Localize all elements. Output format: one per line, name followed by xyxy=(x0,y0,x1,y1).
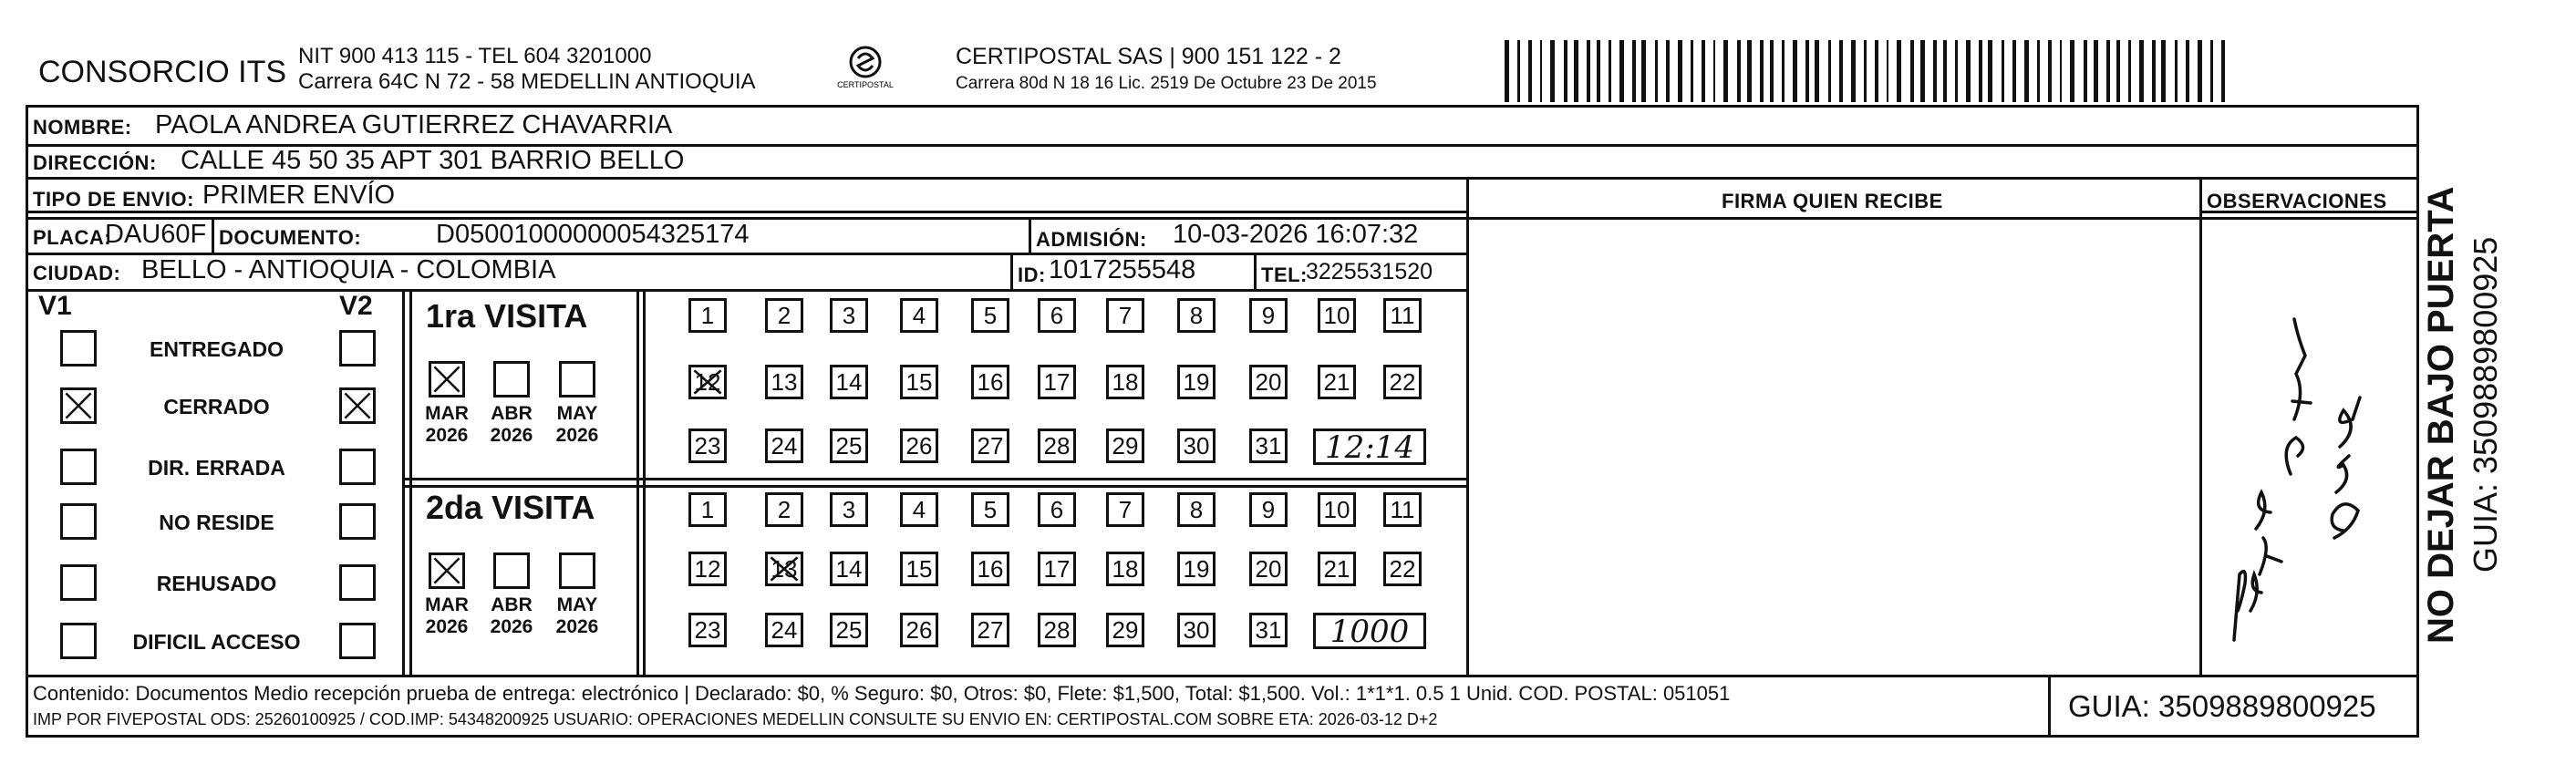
svg-text:CERTIPOSTAL: CERTIPOSTAL xyxy=(837,80,894,89)
day-box[interactable] xyxy=(1318,492,1356,527)
day-number: 21 xyxy=(1323,368,1350,396)
day-box[interactable] xyxy=(971,428,1009,463)
status-v2-checkbox[interactable] xyxy=(339,330,376,367)
day-box[interactable] xyxy=(1177,365,1216,399)
month-label: MAY 2026 xyxy=(555,403,599,447)
day-box[interactable] xyxy=(1318,365,1356,399)
ciudad-value: BELLO - ANTIOQUIA - COLOMBIA xyxy=(141,255,556,284)
day-box[interactable] xyxy=(900,613,938,647)
visit1-title: 1ra VISITA xyxy=(426,297,588,335)
status-v1-checkbox[interactable] xyxy=(60,564,97,601)
day-number: 4 xyxy=(912,302,926,329)
day-box[interactable] xyxy=(1249,365,1288,399)
day-number: 29 xyxy=(1112,432,1139,459)
day-number: 18 xyxy=(1112,555,1139,583)
month-label: ABR 2026 xyxy=(490,403,533,447)
tipo-value: PRIMER ENVÍO xyxy=(202,181,396,210)
status-label: NO RESIDE xyxy=(159,511,274,534)
day-box[interactable] xyxy=(900,365,938,399)
day-number: 31 xyxy=(1255,616,1282,644)
day-number: 23 xyxy=(694,616,721,644)
side-warning: NO DEJAR BAJO PUERTA xyxy=(2421,186,2461,644)
day-box[interactable] xyxy=(830,428,868,463)
month-checkbox[interactable] xyxy=(493,552,530,589)
month-checkbox[interactable] xyxy=(493,361,530,397)
month-label: MAR 2026 xyxy=(425,403,469,447)
month-checkbox[interactable] xyxy=(559,361,595,397)
month-label: MAR 2026 xyxy=(425,594,469,638)
day-box[interactable] xyxy=(900,428,938,463)
status-v2-checkbox[interactable] xyxy=(339,449,376,485)
barcode xyxy=(1505,40,2234,102)
day-number: 17 xyxy=(1043,368,1071,396)
day-number: 14 xyxy=(835,555,863,583)
day-number: 8 xyxy=(1189,496,1204,523)
day-box[interactable] xyxy=(1038,365,1076,399)
day-number: 14 xyxy=(835,368,863,396)
day-number: 12 xyxy=(694,368,721,396)
day-number: 3 xyxy=(842,496,856,523)
day-box[interactable] xyxy=(1106,428,1144,463)
day-number: 17 xyxy=(1043,555,1071,583)
day-box[interactable] xyxy=(688,492,727,527)
nombre-label: NOMBRE: xyxy=(33,116,132,139)
direccion-value: CALLE 45 50 35 APT 301 BARRIO BELLO xyxy=(181,146,685,175)
documento-value: D05001000000054325174 xyxy=(436,220,750,249)
month-checkbox[interactable] xyxy=(559,552,595,589)
day-number: 6 xyxy=(1050,302,1064,329)
day-box[interactable] xyxy=(1177,492,1216,527)
tipo-label: TIPO DE ENVIO: xyxy=(33,188,194,211)
day-number: 15 xyxy=(905,368,933,396)
visit2-title: 2da VISITA xyxy=(426,489,595,526)
day-number: 7 xyxy=(1118,302,1133,329)
day-box[interactable] xyxy=(765,552,803,586)
day-box[interactable] xyxy=(1383,298,1422,333)
day-box[interactable] xyxy=(971,552,1009,586)
status-v2-checkbox[interactable] xyxy=(339,623,376,659)
month-label: MAY 2026 xyxy=(555,594,599,638)
tel-label: TEL: xyxy=(1261,263,1308,286)
courier-address: Carrera 80d N 18 16 Lic. 2519 De Octubre 23 De 2015 xyxy=(956,74,1377,93)
day-box[interactable] xyxy=(765,613,803,647)
footer-guia: GUIA: 3509889800925 xyxy=(2068,689,2376,723)
day-box[interactable] xyxy=(1177,613,1216,647)
day-number: 23 xyxy=(694,432,721,459)
day-box[interactable] xyxy=(1318,298,1356,333)
footer-contenido: Contenido: Documentos Medio recepción prueba de entrega: electrónico | Declarado: $0, % Seguro: $0, Otros: $0, Flete: $1,500, Total: $1,500. Vol.: 1*1*1. 0.5 1 Unid. COD. POSTAL: 051051 xyxy=(33,682,1731,705)
status-v1-checkbox[interactable] xyxy=(60,449,97,485)
status-v1-checkbox[interactable] xyxy=(60,330,97,367)
day-box[interactable] xyxy=(765,492,803,527)
courier-name: CERTIPOSTAL SAS | 900 151 122 - 2 xyxy=(956,44,1341,69)
day-box[interactable] xyxy=(1106,492,1144,527)
day-number: 9 xyxy=(1261,302,1276,329)
day-number: 15 xyxy=(905,555,933,583)
day-number: 24 xyxy=(771,432,798,459)
status-label: DIFICIL ACCESO xyxy=(132,630,301,654)
status-label: REHUSADO xyxy=(156,572,277,595)
day-number: 1 xyxy=(700,302,715,329)
v2-label: V2 xyxy=(339,291,373,321)
month-label: ABR 2026 xyxy=(490,594,533,638)
day-number: 11 xyxy=(1390,496,1415,523)
day-box[interactable] xyxy=(830,492,868,527)
handwritten-x-mark xyxy=(768,554,801,583)
day-number: 22 xyxy=(1389,555,1416,583)
documento-label: DOCUMENTO: xyxy=(219,226,362,249)
day-box[interactable] xyxy=(1038,298,1076,333)
day-box[interactable] xyxy=(1106,365,1144,399)
day-number: 4 xyxy=(912,496,926,523)
status-v1-checkbox[interactable] xyxy=(60,623,97,659)
day-box[interactable] xyxy=(688,428,727,463)
status-v2-checkbox[interactable] xyxy=(339,503,376,540)
day-number: 24 xyxy=(771,616,798,644)
day-number: 9 xyxy=(1261,496,1276,523)
handwritten-x-mark xyxy=(63,390,94,421)
placa-value: DAU60F xyxy=(105,220,207,249)
day-number: 12 xyxy=(694,555,721,583)
status-label: ENTREGADO xyxy=(150,337,284,361)
day-number: 21 xyxy=(1323,555,1350,583)
status-label: DIR. ERRADA xyxy=(148,456,285,480)
day-box[interactable] xyxy=(1249,428,1288,463)
day-box[interactable] xyxy=(1038,613,1076,647)
day-number: 30 xyxy=(1183,616,1210,644)
day-box[interactable] xyxy=(1249,552,1288,586)
handwritten-x-mark xyxy=(342,390,373,421)
day-box[interactable] xyxy=(971,492,1009,527)
day-box[interactable] xyxy=(1106,613,1144,647)
handwritten-x-mark xyxy=(431,364,462,395)
day-box[interactable] xyxy=(1249,492,1288,527)
day-box[interactable] xyxy=(1038,552,1076,586)
day-number: 5 xyxy=(983,496,998,523)
company-name: CONSORCIO ITS xyxy=(38,55,287,89)
day-box[interactable] xyxy=(688,613,727,647)
id-value: 1017255548 xyxy=(1049,255,1196,284)
day-number: 3 xyxy=(842,302,856,329)
ciudad-label: CIUDAD: xyxy=(33,262,121,284)
day-box[interactable] xyxy=(900,492,938,527)
day-box[interactable] xyxy=(1383,552,1422,586)
day-box[interactable] xyxy=(900,298,938,333)
day-box[interactable] xyxy=(1249,613,1288,647)
day-box[interactable] xyxy=(688,365,727,399)
day-number: 30 xyxy=(1183,432,1210,459)
day-box[interactable] xyxy=(830,613,868,647)
day-number: 5 xyxy=(983,302,998,329)
day-number: 19 xyxy=(1183,555,1210,583)
day-box[interactable] xyxy=(830,552,868,586)
day-box[interactable] xyxy=(900,552,938,586)
day-box[interactable] xyxy=(688,298,727,333)
certipostal-logo xyxy=(832,42,899,98)
day-number: 10 xyxy=(1323,496,1350,523)
day-box[interactable] xyxy=(830,365,868,399)
handwritten-x-mark xyxy=(431,555,462,586)
status-v2-checkbox[interactable] xyxy=(339,564,376,601)
day-box[interactable] xyxy=(1177,298,1216,333)
direccion-label: DIRECCIÓN: xyxy=(33,151,157,174)
company-nit: NIT 900 413 115 - TEL 604 3201000 xyxy=(298,44,652,68)
day-box[interactable] xyxy=(765,298,803,333)
day-number: 19 xyxy=(1183,368,1210,396)
id-label: ID: xyxy=(1018,263,1046,286)
day-number: 13 xyxy=(771,368,798,396)
day-number: 1 xyxy=(700,496,715,523)
day-number: 27 xyxy=(977,432,1004,459)
day-number: 11 xyxy=(1390,302,1415,329)
day-number: 28 xyxy=(1043,616,1071,644)
status-v1-checkbox[interactable] xyxy=(60,503,97,540)
nombre-value: PAOLA ANDREA GUTIERREZ CHAVARRIA xyxy=(155,110,673,139)
day-box[interactable] xyxy=(830,298,868,333)
day-number: 6 xyxy=(1050,496,1064,523)
day-number: 2 xyxy=(777,496,791,523)
month-checkbox[interactable] xyxy=(429,552,465,589)
firma-header: FIRMA QUIEN RECIBE xyxy=(1722,190,1943,212)
day-number: 31 xyxy=(1255,432,1282,459)
handwritten-note-box: 1000 xyxy=(1313,613,1426,649)
day-box[interactable] xyxy=(1318,552,1356,586)
day-number: 25 xyxy=(835,432,863,459)
day-number: 18 xyxy=(1112,368,1139,396)
observaciones-handwriting xyxy=(2207,301,2389,656)
footer-imp: IMP POR FIVEPOSTAL ODS: 25260100925 / COD.IMP: 54348200925 USUARIO: OPERACIONES MEDELLIN CONSULTE SU ENVIO EN: CERTIPOSTAL.COM SOBRE ETA: 2026-03-12 D+2 xyxy=(33,710,1438,728)
day-number: 29 xyxy=(1112,616,1139,644)
status-v1-checkbox[interactable] xyxy=(60,387,97,424)
day-box[interactable] xyxy=(688,552,727,586)
day-box[interactable] xyxy=(1038,492,1076,527)
day-box[interactable] xyxy=(1106,552,1144,586)
day-number: 26 xyxy=(905,616,933,644)
company-address: Carrera 64C N 72 - 58 MEDELLIN ANTIOQUIA xyxy=(298,69,756,94)
day-number: 27 xyxy=(977,616,1004,644)
day-box[interactable] xyxy=(1038,428,1076,463)
day-box[interactable] xyxy=(1383,365,1422,399)
admision-value: 10-03-2026 16:07:32 xyxy=(1173,220,1419,249)
tel-value: 3225531520 xyxy=(1306,259,1433,284)
status-v2-checkbox[interactable] xyxy=(339,387,376,424)
day-number: 13 xyxy=(771,555,798,583)
day-number: 22 xyxy=(1389,368,1416,396)
day-box[interactable] xyxy=(1383,492,1422,527)
day-box[interactable] xyxy=(1177,552,1216,586)
day-number: 20 xyxy=(1255,368,1282,396)
day-number: 28 xyxy=(1043,432,1071,459)
day-box[interactable] xyxy=(765,365,803,399)
day-box[interactable] xyxy=(765,428,803,463)
day-number: 16 xyxy=(977,555,1004,583)
placa-label: PLACA: xyxy=(33,226,112,249)
status-label: CERRADO xyxy=(163,395,270,418)
day-box[interactable] xyxy=(971,365,1009,399)
day-box[interactable] xyxy=(1249,298,1288,333)
day-number: 26 xyxy=(905,432,933,459)
side-guia: GUIA: 3509889800925 xyxy=(2467,236,2504,573)
day-number: 2 xyxy=(777,302,791,329)
day-number: 10 xyxy=(1323,302,1350,329)
day-number: 20 xyxy=(1255,555,1282,583)
day-number: 8 xyxy=(1189,302,1204,329)
handwritten-x-mark xyxy=(691,367,724,397)
day-box[interactable] xyxy=(971,298,1009,333)
admision-label: ADMISIÓN: xyxy=(1036,228,1147,251)
day-box[interactable] xyxy=(1106,298,1144,333)
day-number: 7 xyxy=(1118,496,1133,523)
day-number: 16 xyxy=(977,368,1004,396)
day-number: 25 xyxy=(835,616,863,644)
v1-label: V1 xyxy=(38,291,72,321)
handwritten-note-box: 12:14 xyxy=(1313,428,1426,465)
month-checkbox[interactable] xyxy=(429,361,465,397)
day-box[interactable] xyxy=(971,613,1009,647)
day-box[interactable] xyxy=(1177,428,1216,463)
observaciones-header: OBSERVACIONES xyxy=(2207,190,2387,212)
